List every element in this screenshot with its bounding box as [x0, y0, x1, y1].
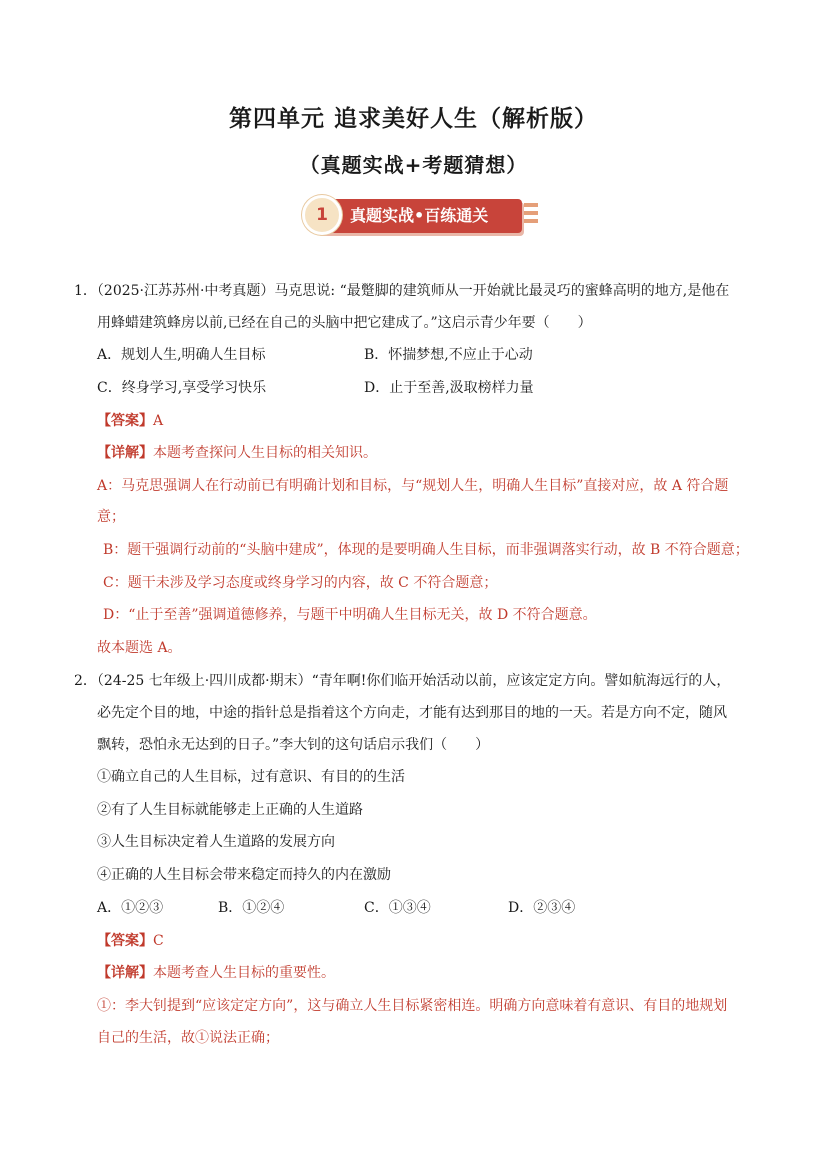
q1-analysis-a: A：马克思强调人在行动前已有明确计划和目标，与“规划人生，明确人生目标”直接对应，故 A 符合题 [97, 478, 729, 494]
q2-option-d: D．②③④ [508, 900, 576, 916]
q1-option-d: D．止于至善,汲取榜样力量 [364, 380, 534, 396]
section-banner [302, 195, 546, 241]
banner-tab-decoration [524, 211, 538, 215]
q2-item: ④正确的人生目标会带来稳定而持久的内在激励 [97, 867, 391, 883]
page-subtitle: （真题实战+考题猜想） [299, 153, 528, 177]
q2-analysis-1: ①：李大钊提到“应该定定方向”，这与确立人生目标紧密相连。明确方向意味着有意识、有目的地规划 [97, 998, 728, 1014]
q1-conclusion: 故本题选 A。 [97, 640, 182, 656]
q2-detail [97, 963, 335, 983]
q1-analysis-d: D：“止于至善”强调道德修养，与题干中明确人生目标无关，故 D 不符合题意。 [103, 607, 597, 623]
q2-stem-line: 2．（24-25 七年级上·四川成都·期末）“青年啊!你们临开始活动以前，应该定定方向。譬如航海远行的人， [74, 673, 731, 689]
banner-label: 真题实战•百练通关 [350, 206, 489, 225]
page-title: 第四单元 追求美好人生（解析版） [228, 106, 598, 132]
q1-option-c: C．终身学习,享受学习快乐 [97, 380, 267, 396]
detail-text: 本题考查探问人生目标的相关知识。 [153, 445, 377, 461]
q1-option-a: A．规划人生,明确人生目标 [97, 347, 266, 363]
q1-option-b: B．怀揣梦想,不应止于心动 [364, 347, 533, 363]
q1-analysis-a-cont: 意； [97, 509, 125, 525]
q2-item: ①确立自己的人生目标，过有意识、有目的的生活 [97, 769, 405, 785]
detail-tag: 【详解】 [97, 445, 153, 461]
q2-stem-line: 飘转，恐怕永无达到的日子。”李大钊的这句话启示我们（ ） [97, 737, 490, 753]
q2-analysis-1-cont: 自己的生活，故①说法正确； [97, 1030, 279, 1046]
q1-analysis-b: B：题干强调行动前的“头脑中建成”，体现的是要明确人生目标，而非强调落实行动，故 B 不符合题意； [103, 542, 749, 558]
q1-stem-line: 用蜂蜡建筑蜂房以前,已经在自己的头脑中把它建成了。”这启示青少年要（ ） [97, 315, 592, 331]
banner-number: 1 [302, 195, 342, 235]
answer-tag: 【答案】 [97, 933, 153, 949]
q1-analysis-c: C：题干未涉及学习态度或终身学习的内容，故 C 不符合题意； [103, 575, 498, 591]
q1-answer [97, 411, 163, 431]
banner-tab-decoration [524, 219, 538, 223]
q2-item: ②有了人生目标就能够走上正确的人生道路 [97, 802, 363, 818]
q1-stem-line: 1．（2025·江苏苏州·中考真题）马克思说: “最蹩脚的建筑师从一开始就比最灵巧的蜜蜂高明的地方,是他在 [74, 283, 730, 299]
q2-option-c: C．①③④ [364, 900, 431, 916]
answer-value: A [153, 413, 164, 429]
answer-tag: 【答案】 [97, 413, 153, 429]
answer-value: C [153, 933, 164, 949]
q2-stem-line: 必先定个目的地，中途的指针总是指着这个方向走，才能有达到那目的地的一天。若是方向不定，随风 [97, 705, 727, 721]
detail-tag: 【详解】 [97, 965, 153, 981]
q2-option-a: A．①②③ [97, 900, 164, 916]
banner-tab-decoration [524, 203, 538, 207]
q1-detail [97, 443, 377, 463]
q2-answer [97, 931, 164, 951]
q2-option-b: B．①②④ [218, 900, 285, 916]
detail-text: 本题考查人生目标的重要性。 [153, 965, 335, 981]
q2-item: ③人生目标决定着人生道路的发展方向 [97, 834, 335, 850]
